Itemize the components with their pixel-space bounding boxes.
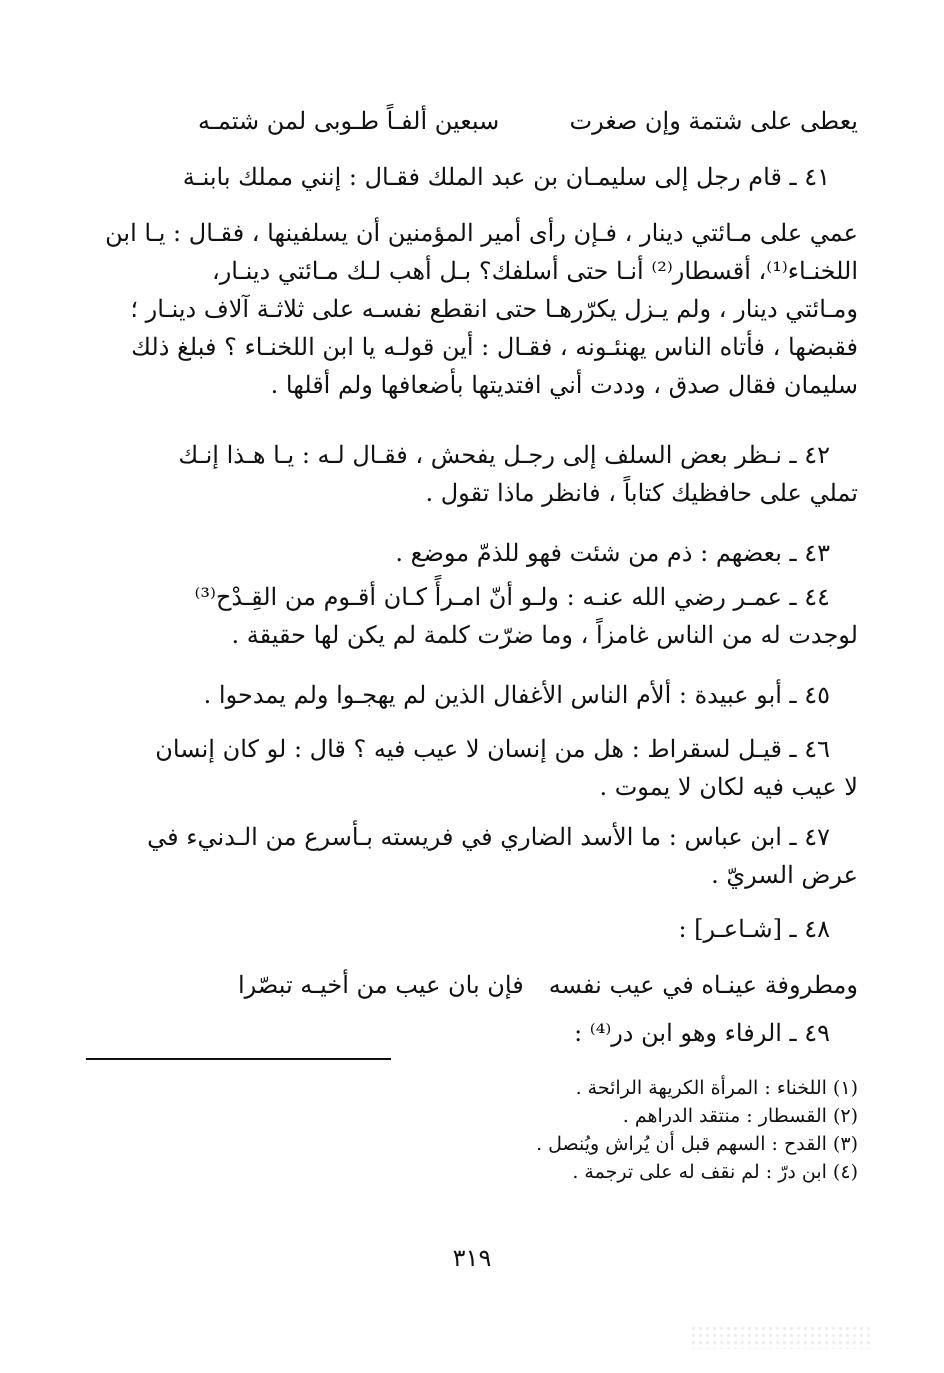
entry-45 — [158, 676, 858, 714]
entry-line: ٤١ ـ قام رجل إلى سليمـان بن عبد الملك فقـال : إنني مملك بابنـة — [182, 163, 830, 191]
entry-44 — [158, 578, 858, 654]
footnote: (٣) القدح : السهم قبل أن يُراش ويُنصل . — [536, 1133, 858, 1155]
entry-line: فقبضها ، فأتاه الناس يهنئـونه ، فقـال : أين قولـه يا ابن اللخنـاء ؟ فبلغ ذلك — [131, 333, 858, 361]
entry-line: ومـائتي دينار ، ولم يـزل يكرّرهـا حتى انقطع نفسـه على ثلاثـة آلاف دينـار ؛ — [130, 295, 858, 323]
entry-line: تملي على حافظيك كتاباً ، فانظر ماذا تقول . — [425, 479, 858, 507]
footnote-divider — [86, 1058, 391, 1060]
entry-line: لا عيب فيه لكان لا يموت . — [599, 773, 858, 801]
page-number: ٣١٩ — [452, 1244, 492, 1272]
footnote: (٢) القسطار : منتقد الدراهم . — [622, 1105, 858, 1127]
entry-48-verse — [158, 966, 858, 1004]
entry-43 — [158, 534, 858, 572]
entry-41 — [158, 158, 858, 196]
footnote: (٤) ابن درّ : لم نقف له على ترجمة . — [572, 1161, 858, 1183]
entry-47 — [147, 818, 858, 894]
entry-line: ٤٢ ـ نـظر بعض السلف إلى رجـل يفحش ، فقـال لـه : يـا هـذا إنـك — [178, 441, 830, 469]
entry-line: عرض السريّ . — [711, 861, 858, 889]
entry-line: ٤٤ ـ عمـر رضي الله عنـه : ولـو أنّ امـرأً كـان أقـوم من القِـدْح⁽³⁾ — [194, 583, 830, 611]
footnote: (١) اللخناء : المرأة الكريهة الرائحة . — [575, 1077, 858, 1099]
verse-top — [158, 102, 858, 140]
verse-hemistich-first: ومطروفة عينـاه في عيب نفسه — [548, 971, 858, 999]
footnotes — [438, 1074, 858, 1186]
entry-46 — [155, 730, 858, 806]
scan-speckle — [690, 1325, 870, 1349]
entry-line: اللخنـاء⁽¹⁾، أقسطار⁽²⁾ أنـا حتى أسلفك؟ بـل أهب لـك مـائتي دينـار، — [211, 257, 858, 285]
entry-48 — [158, 910, 858, 948]
entry-42 — [158, 436, 858, 512]
entry-line: ٤٧ ـ ابن عباس : ما الأسد الضاري في فريسته بـأسرع من الـدنيء في — [147, 823, 830, 851]
entry-heading: ٤٩ ـ الرفاء وهو ابن در⁽⁴⁾ : — [574, 1019, 830, 1047]
verse-hemistich-first: يعطى على شتمة وإن صغرت — [569, 107, 858, 135]
verse-hemistich-second: سبعين ألفـاً طـوبى لمن شتمـه — [198, 107, 500, 135]
entry-line: سليمان فقال صدق ، وددت أني افتديتها بأضعافها ولم أقلها . — [270, 371, 858, 399]
entry-line: لوجدت له من الناس غامزاً ، وما ضرّت كلمة لم يكن لها حقيقة . — [231, 621, 858, 649]
verse-hemistich-second: فإن بان عيب من أخيـه تبصّرا — [238, 971, 524, 999]
entry-line: عمي على مـائتي دينار ، فـإن رأى أمير المؤمنين أن يسلفينها ، فقـال : يـا ابن — [105, 219, 858, 247]
entry-line: ٤٣ ـ بعضهم : ذم من شئت فهو للذمّ موضع . — [395, 539, 830, 567]
entry-line: ٤٦ ـ قيـل لسقراط : هل من إنسان لا عيب فيه ؟ قال : لو كان إنسان — [155, 735, 830, 763]
entry-41-body — [105, 214, 858, 404]
entry-49 — [158, 1014, 858, 1052]
entry-heading: ٤٨ ـ [شـاعـر] : — [678, 915, 830, 943]
entry-line: ٤٥ ـ أبو عبيدة : ألأم الناس الأغفال الذين لم يهجـوا ولم يمدحوا . — [203, 681, 830, 709]
